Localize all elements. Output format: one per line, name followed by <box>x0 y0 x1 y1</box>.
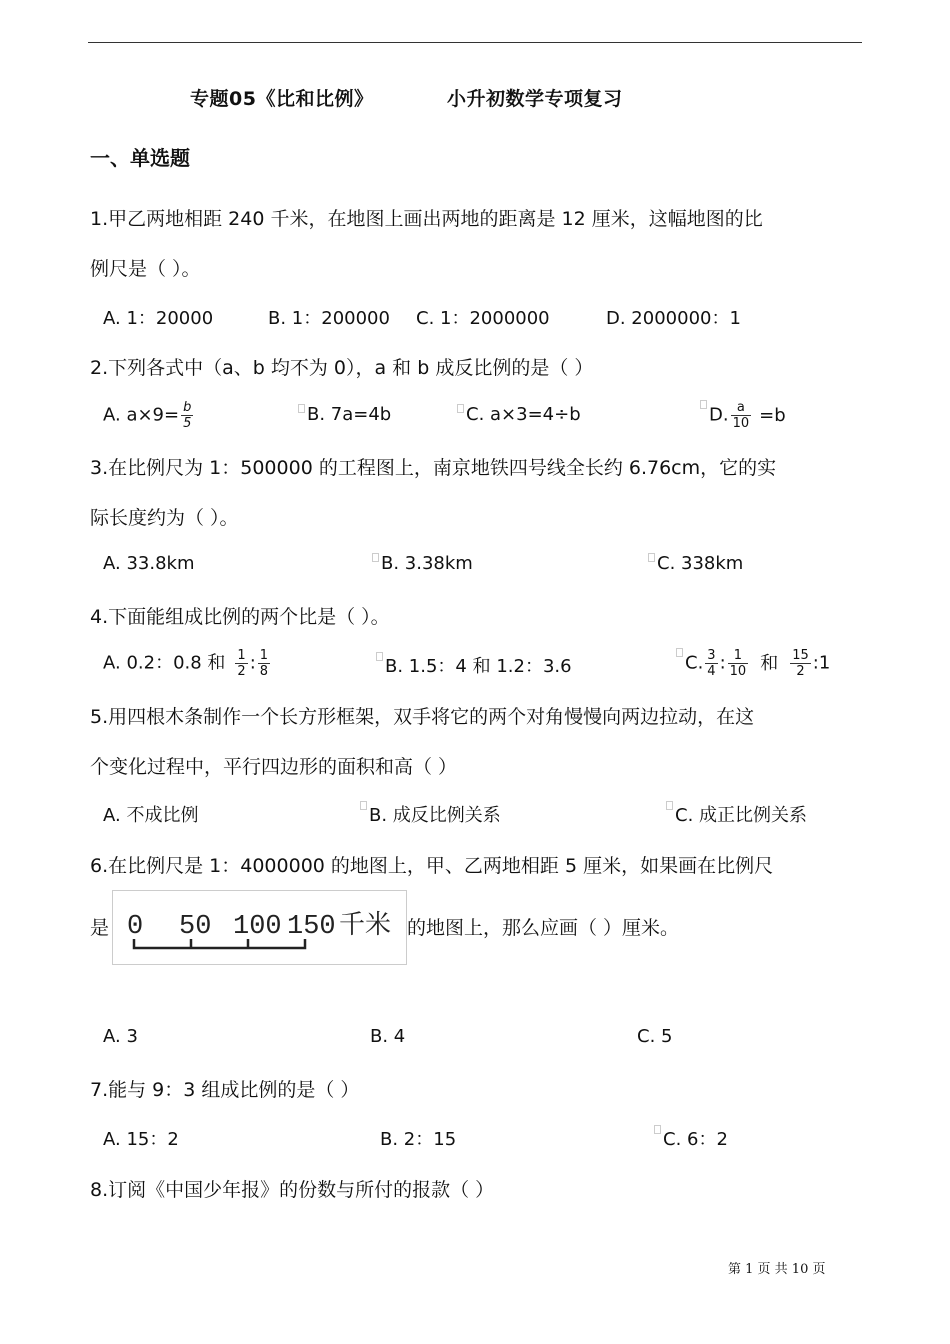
question-1-option-d: D. 2000000：1 <box>606 308 741 329</box>
fraction-denominator: 5 <box>183 416 192 431</box>
fraction-numerator: 1 <box>259 648 269 663</box>
header-rule <box>88 42 862 43</box>
scale-bar-figure <box>112 890 407 965</box>
option-c-and: 和 <box>760 652 779 674</box>
question-1-line-1: 1.甲乙两地相距 240 千米，在地图上画出两地的距离是 12 厘米，这幅地图的比 <box>90 208 763 230</box>
question-4-option-a: A. 0.2：0.8 和 $\frac{1}{2}$ : $\frac{1}{8}$ <box>103 648 269 679</box>
question-6-line-2-suffix: 的地图上，那么应画（ ）厘米。 <box>407 917 680 939</box>
option-d-suffix: =b <box>759 404 786 426</box>
question-2-option-d <box>700 400 786 431</box>
question-1-option-c: C. 1：2000000 <box>416 308 550 329</box>
question-6-option-a: A. 3 <box>103 1026 138 1047</box>
question-3-option-a: A. 33.8km <box>103 553 195 574</box>
question-7-option-a: A. 15：2 <box>103 1129 179 1150</box>
marker-icon <box>360 801 367 810</box>
scale-unit-label: 千米 <box>339 910 392 940</box>
document-title: 专题05《比和比例》 <box>190 88 374 110</box>
marker-icon <box>676 648 683 657</box>
marker-icon <box>298 404 305 413</box>
option-a-text: A. a×9= <box>103 404 180 426</box>
marker-icon <box>666 801 673 810</box>
scale-label-150: 150 <box>287 912 336 942</box>
question-2-option-b <box>298 404 391 425</box>
question-2-option-a <box>103 400 195 431</box>
scale-label-50: 50 <box>179 912 212 942</box>
fraction-numerator: b <box>181 400 193 416</box>
question-6-line-2-prefix: 是 <box>90 917 110 939</box>
option-c-text: C. 成正比例关系 <box>675 805 808 826</box>
option-c-text: C. <box>685 652 704 674</box>
option-c-text: C. a×3=4÷b <box>466 404 581 425</box>
page-number: 第 1 页 共 10 页 <box>728 1262 826 1277</box>
fraction-denominator: 10 <box>729 664 747 679</box>
fraction-numerator: a <box>731 400 752 416</box>
question-3-option-b <box>372 553 473 574</box>
question-5-option-b <box>360 801 501 827</box>
fraction-numerator: 15 <box>792 648 809 663</box>
option-b-text: B. 7a=4b <box>307 404 392 425</box>
fraction-1-over-2 <box>235 648 247 679</box>
question-1-line-2: 例尺是（ ）。 <box>90 258 201 280</box>
document-subtitle: 小升初数学专项复习 <box>447 88 623 110</box>
scale-bar-graphic <box>113 891 406 964</box>
marker-icon <box>372 553 379 562</box>
section-title: 一、单选题 <box>90 146 190 170</box>
question-5-line-1: 5.用四根木条制作一个长方形框架，双手将它的两个对角慢慢向两边拉动，在这 <box>90 706 755 728</box>
question-3-line-1: 3.在比例尺为 1：500000 的工程图上，南京地铁四号线全长约 6.76cm，它的实 <box>90 457 777 479</box>
fraction-1-over-8 <box>258 648 270 679</box>
fraction-denominator: 10 <box>732 416 750 431</box>
question-3-line-2: 际长度约为（ ）。 <box>90 507 239 529</box>
fraction-3-over-4 <box>705 648 717 679</box>
question-1-option-a: A. 1：20000 <box>103 308 214 329</box>
question-7-option-c <box>654 1125 728 1151</box>
option-c-text: C. 6：2 <box>663 1129 728 1150</box>
fraction-a-over-10 <box>731 400 752 431</box>
question-7-option-b: B. 2：15 <box>380 1129 457 1150</box>
question-4-option-c: C. $\frac{3}{4}$ : $\frac{1}{10}$ 和 $\frac{15}{2}$ :1 <box>676 648 830 679</box>
marker-icon <box>700 400 707 409</box>
marker-icon <box>376 652 383 661</box>
marker-icon <box>457 404 464 413</box>
option-d-text: D. <box>709 404 729 426</box>
option-a-text: A. 0.2：0.8 和 <box>103 652 226 674</box>
option-b-text: B. 3.38km <box>381 553 473 574</box>
option-c-text: C. 338km <box>657 553 744 574</box>
question-1-option-b: B. 1：200000 <box>268 308 390 329</box>
scale-label-0: 0 <box>127 912 144 942</box>
fraction-b-over-5 <box>181 400 193 431</box>
question-6-option-b: B. 4 <box>370 1026 406 1047</box>
question-4-line-1: 4.下面能组成比例的两个比是（ ）。 <box>90 606 390 628</box>
question-2-option-c <box>457 404 581 425</box>
fraction-15-over-2 <box>790 648 811 679</box>
question-3-option-c <box>648 553 743 574</box>
option-c-tail: :1 <box>812 652 831 674</box>
question-8-line-1: 8.订阅《中国少年报》的份数与所付的报款（ ） <box>90 1179 495 1201</box>
marker-icon <box>648 553 655 562</box>
question-6-line-1: 6.在比例尺是 1：4000000 的地图上，甲、乙两地相距 5 厘米，如果画在比例尺 <box>90 855 774 877</box>
marker-icon <box>654 1125 661 1134</box>
question-6-option-c: C. 5 <box>637 1026 673 1047</box>
question-5-option-a: A. 不成比例 <box>103 805 199 826</box>
question-5-option-c <box>666 801 807 827</box>
fraction-1-over-10 <box>728 648 749 679</box>
fraction-denominator: 8 <box>259 664 269 679</box>
option-b-text: B. 成反比例关系 <box>369 805 501 826</box>
fraction-denominator: 2 <box>237 664 246 679</box>
fraction-numerator: 1 <box>728 648 749 664</box>
fraction-denominator: 4 <box>707 664 716 679</box>
question-4-option-b <box>376 652 572 678</box>
question-2-line-1: 2.下列各式中（a、b 均不为 0），a 和 b 成反比例的是（ ） <box>90 357 594 379</box>
question-7-line-1: 7.能与 9：3 组成比例的是（ ） <box>90 1079 360 1101</box>
scale-label-100: 100 <box>233 912 282 942</box>
question-5-line-2: 个变化过程中，平行四边形的面积和高（ ） <box>90 756 458 778</box>
fraction-numerator: 1 <box>237 648 246 663</box>
fraction-denominator: 2 <box>796 664 805 679</box>
fraction-numerator: 3 <box>707 648 716 663</box>
option-b-text: B. 1.5：4 和 1.2：3.6 <box>385 656 572 677</box>
